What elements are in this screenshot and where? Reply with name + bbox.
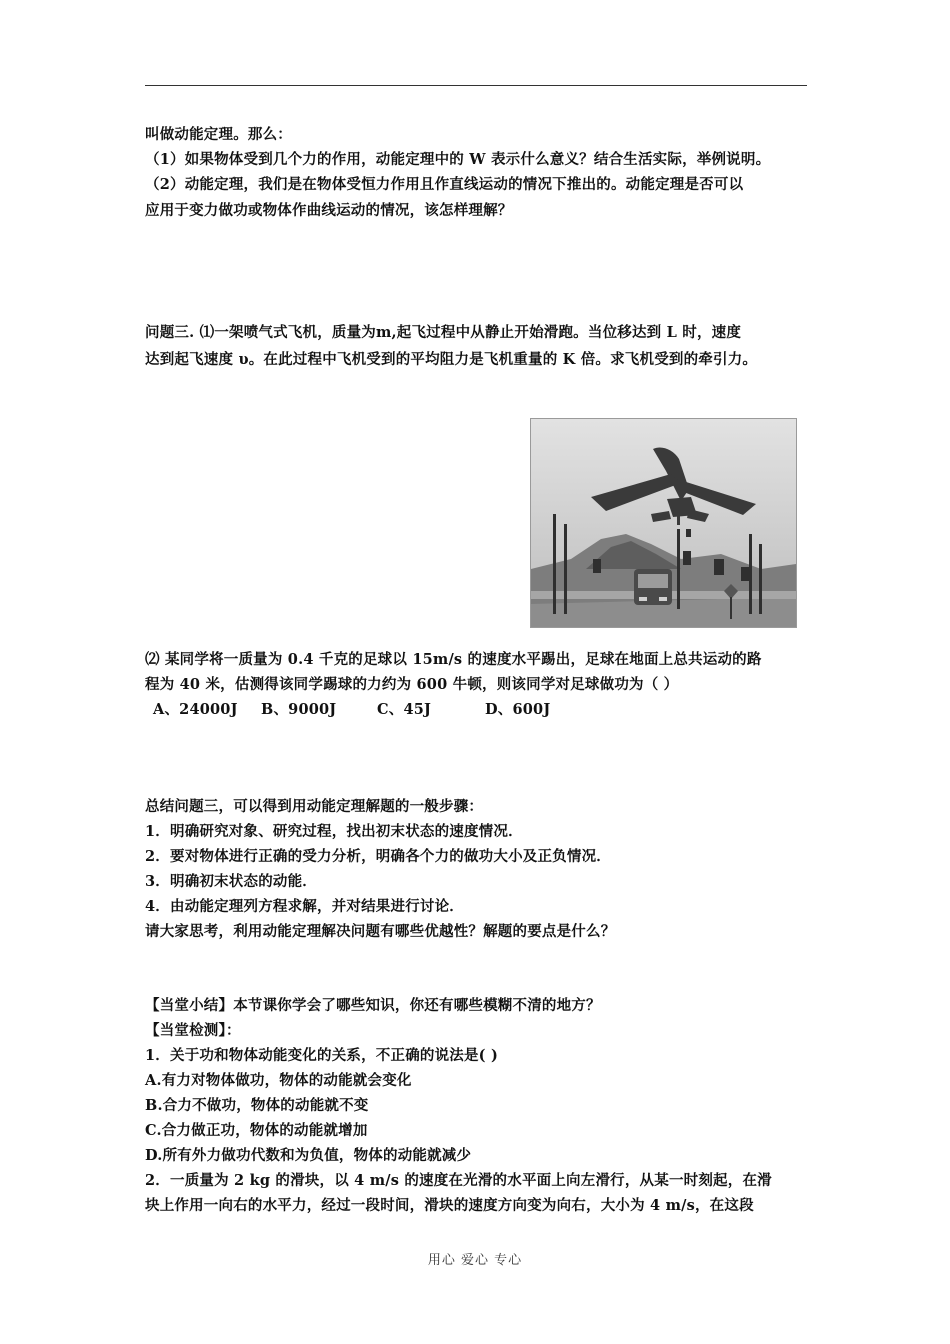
problem-3-part-2-line-2: 程为 40 米，估测得该同学踢球的力约为 600 牛顿，则该同学对足球做功为（ ） <box>145 676 679 693</box>
header-rule <box>145 85 807 86</box>
step-4: 4．由动能定理列方程求解，并对结果进行讨论． <box>145 898 464 915</box>
test-question-2-line-2: 块上作用一向右的水平力，经过一段时间，滑块的速度方向变为向右，大小为 4 m/s，在这段 <box>145 1197 754 1214</box>
think-question: 请大家思考，利用动能定理解决问题有哪些优越性？解题的要点是什么？ <box>145 923 616 940</box>
problem-3-line-2: 达到起飞速度 υ。在此过程中飞机受到的平均阻力是飞机重量的 K 倍。求飞机受到的牵引力。 <box>145 351 758 368</box>
airplane-takeoff-photo <box>530 418 797 628</box>
problem-3-line-1: 问题三. ⑴一架喷气式飞机，质量为m,起飞过程中从静止开始滑跑。当位移达到 L 时，速度 <box>145 324 742 341</box>
test-option-d: D.所有外力做功代数和为负值，物体的动能就减少 <box>145 1147 472 1164</box>
question-2-line-2: 应用于变力做功或物体作曲线运动的情况，该怎样理解？ <box>145 202 513 219</box>
lesson-test-heading: 【当堂检测】： <box>145 1022 241 1039</box>
question-2-line-1: （2）动能定理，我们是在物体受恒力作用且作直线运动的情况下推出的。动能定理是否可以 <box>145 176 744 193</box>
choice-d: D、600J <box>485 701 551 718</box>
test-question-1: 1．关于功和物体动能变化的关系，不正确的说法是( ) <box>145 1047 499 1064</box>
choice-c: C、45J <box>377 701 432 718</box>
question-1: （1）如果物体受到几个力的作用，动能定理中的 W 表示什么意义？结合生活实际，举例说明。 <box>145 151 771 168</box>
problem-3-part-2-line-1: ⑵ 某同学将一质量为 0.4 千克的足球以 15m/s 的速度水平踢出，足球在地面上总共运动的路 <box>145 651 762 668</box>
summary-heading: 总结问题三，可以得到用动能定理解题的一般步骤： <box>145 798 484 815</box>
lesson-summary: 【当堂小结】本节课你学会了哪些知识，你还有哪些模糊不清的地方？ <box>145 997 601 1014</box>
test-option-a: A.有力对物体做功，物体的动能就会变化 <box>145 1072 412 1089</box>
test-question-2-line-1: 2．一质量为 2 kg 的滑块，以 4 m/s 的速度在光滑的水平面上向左滑行，从某一时刻起，在滑 <box>145 1172 772 1189</box>
test-option-b: B.合力不做功，物体的动能就不变 <box>145 1097 369 1114</box>
step-3: 3．明确初末状态的动能． <box>145 873 317 890</box>
choice-b: B、9000J <box>261 701 337 718</box>
answer-choices <box>153 700 550 720</box>
test-option-c: C.合力做正功，物体的动能就增加 <box>145 1122 368 1139</box>
intro-text: 叫做动能定理。那么： <box>145 126 292 143</box>
page-footer: 用心 爱心 专心 <box>427 1253 523 1268</box>
choice-a: A、24000J <box>153 701 238 718</box>
step-1: 1．明确研究对象、研究过程，找出初末状态的速度情况． <box>145 823 523 840</box>
step-2: 2．要对物体进行正确的受力分析，明确各个力的做功大小及正负情况． <box>145 848 611 865</box>
